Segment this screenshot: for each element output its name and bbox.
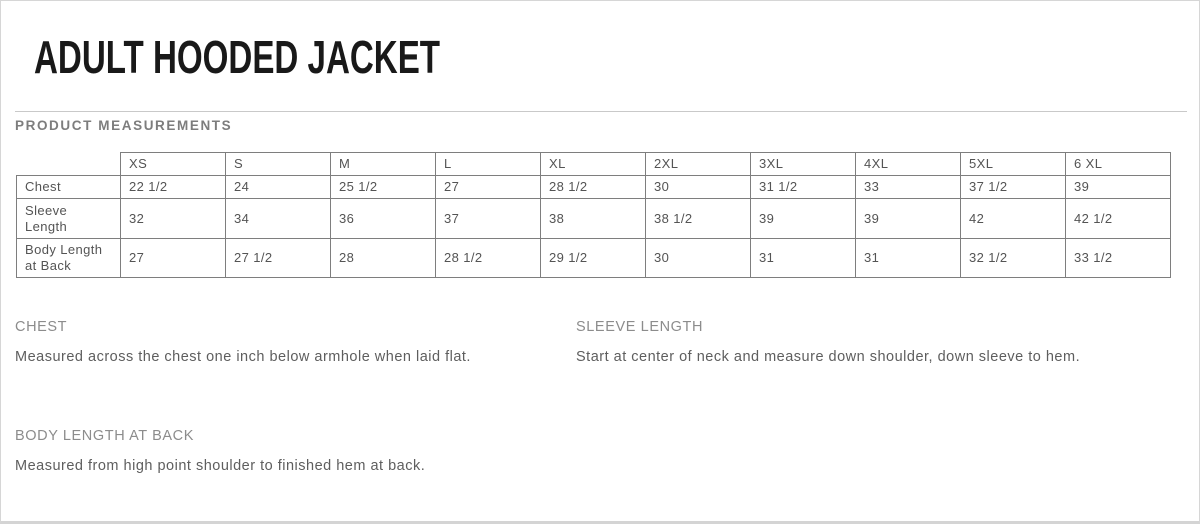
size-header-cell: 6 XL bbox=[1066, 153, 1171, 176]
measurement-value-cell: 28 bbox=[331, 239, 436, 278]
measurement-value-cell: 30 bbox=[646, 239, 751, 278]
measurement-value-cell: 32 bbox=[121, 199, 226, 239]
row-label: Sleeve Length bbox=[17, 199, 121, 239]
definition-text: Start at center of neck and measure down shoulder, down sleeve to hem. bbox=[576, 349, 1081, 365]
measurement-value-cell: 30 bbox=[646, 176, 751, 199]
size-header-row bbox=[17, 153, 1171, 176]
row-label: Body Length at Back bbox=[17, 239, 121, 278]
section-label-product-measurements: PRODUCT MEASUREMENTS bbox=[15, 118, 233, 133]
definition-heading: BODY LENGTH AT BACK bbox=[15, 428, 195, 444]
measurement-value-cell: 36 bbox=[331, 199, 436, 239]
measurement-value-cell: 42 bbox=[961, 199, 1066, 239]
definition-body-length-at-back bbox=[15, 428, 560, 480]
measurement-value-cell: 28 1/2 bbox=[436, 239, 541, 278]
measurement-value-cell: 31 bbox=[856, 239, 961, 278]
size-header-cell: L bbox=[436, 153, 541, 176]
size-header-cell: M bbox=[331, 153, 436, 176]
measurement-value-cell: 29 1/2 bbox=[541, 239, 646, 278]
size-table bbox=[16, 152, 1171, 278]
measurement-value-cell: 25 1/2 bbox=[331, 176, 436, 199]
size-header-cell: S bbox=[226, 153, 331, 176]
definition-text: Measured across the chest one inch below armhole when laid flat. bbox=[15, 349, 471, 365]
corner-cell bbox=[17, 153, 121, 176]
measurement-value-cell: 22 1/2 bbox=[121, 176, 226, 199]
measurement-value-cell: 38 1/2 bbox=[646, 199, 751, 239]
definition-text: Measured from high point shoulder to finished hem at back. bbox=[15, 458, 426, 474]
size-table-body bbox=[17, 153, 1171, 278]
measurement-value-cell: 27 bbox=[436, 176, 541, 199]
size-header-cell: XS bbox=[121, 153, 226, 176]
size-header-cell: 5XL bbox=[961, 153, 1066, 176]
definition-heading: SLEEVE LENGTH bbox=[576, 319, 704, 335]
measurement-value-cell: 31 1/2 bbox=[751, 176, 856, 199]
measurement-value-cell: 24 bbox=[226, 176, 331, 199]
size-header-cell: 3XL bbox=[751, 153, 856, 176]
measurement-value-cell: 37 1/2 bbox=[961, 176, 1066, 199]
measurement-value-cell: 33 bbox=[856, 176, 961, 199]
definition-heading: CHEST bbox=[15, 319, 68, 335]
measurement-value-cell: 39 bbox=[856, 199, 961, 239]
measurement-value-cell: 34 bbox=[226, 199, 331, 239]
measurement-value-cell: 38 bbox=[541, 199, 646, 239]
measurement-row bbox=[17, 239, 1171, 278]
measurement-value-cell: 39 bbox=[751, 199, 856, 239]
measurement-value-cell: 28 1/2 bbox=[541, 176, 646, 199]
size-header-cell: XL bbox=[541, 153, 646, 176]
measurement-value-cell: 27 bbox=[121, 239, 226, 278]
measurement-value-cell: 39 bbox=[1066, 176, 1171, 199]
measurement-value-cell: 27 1/2 bbox=[226, 239, 331, 278]
definition-chest bbox=[15, 319, 560, 371]
row-label: Chest bbox=[17, 176, 121, 199]
definition-sleeve-length bbox=[576, 319, 1116, 371]
size-header-cell: 4XL bbox=[856, 153, 961, 176]
measurement-value-cell: 32 1/2 bbox=[961, 239, 1066, 278]
measurement-value-cell: 37 bbox=[436, 199, 541, 239]
size-header-cell: 2XL bbox=[646, 153, 751, 176]
measurement-value-cell: 31 bbox=[751, 239, 856, 278]
measurement-value-cell: 33 1/2 bbox=[1066, 239, 1171, 278]
measurement-row bbox=[17, 176, 1171, 199]
measurement-value-cell: 42 1/2 bbox=[1066, 199, 1171, 239]
page-title: ADULT HOODED JACKET bbox=[34, 31, 441, 83]
divider-rule bbox=[15, 111, 1187, 112]
measurement-row bbox=[17, 199, 1171, 239]
